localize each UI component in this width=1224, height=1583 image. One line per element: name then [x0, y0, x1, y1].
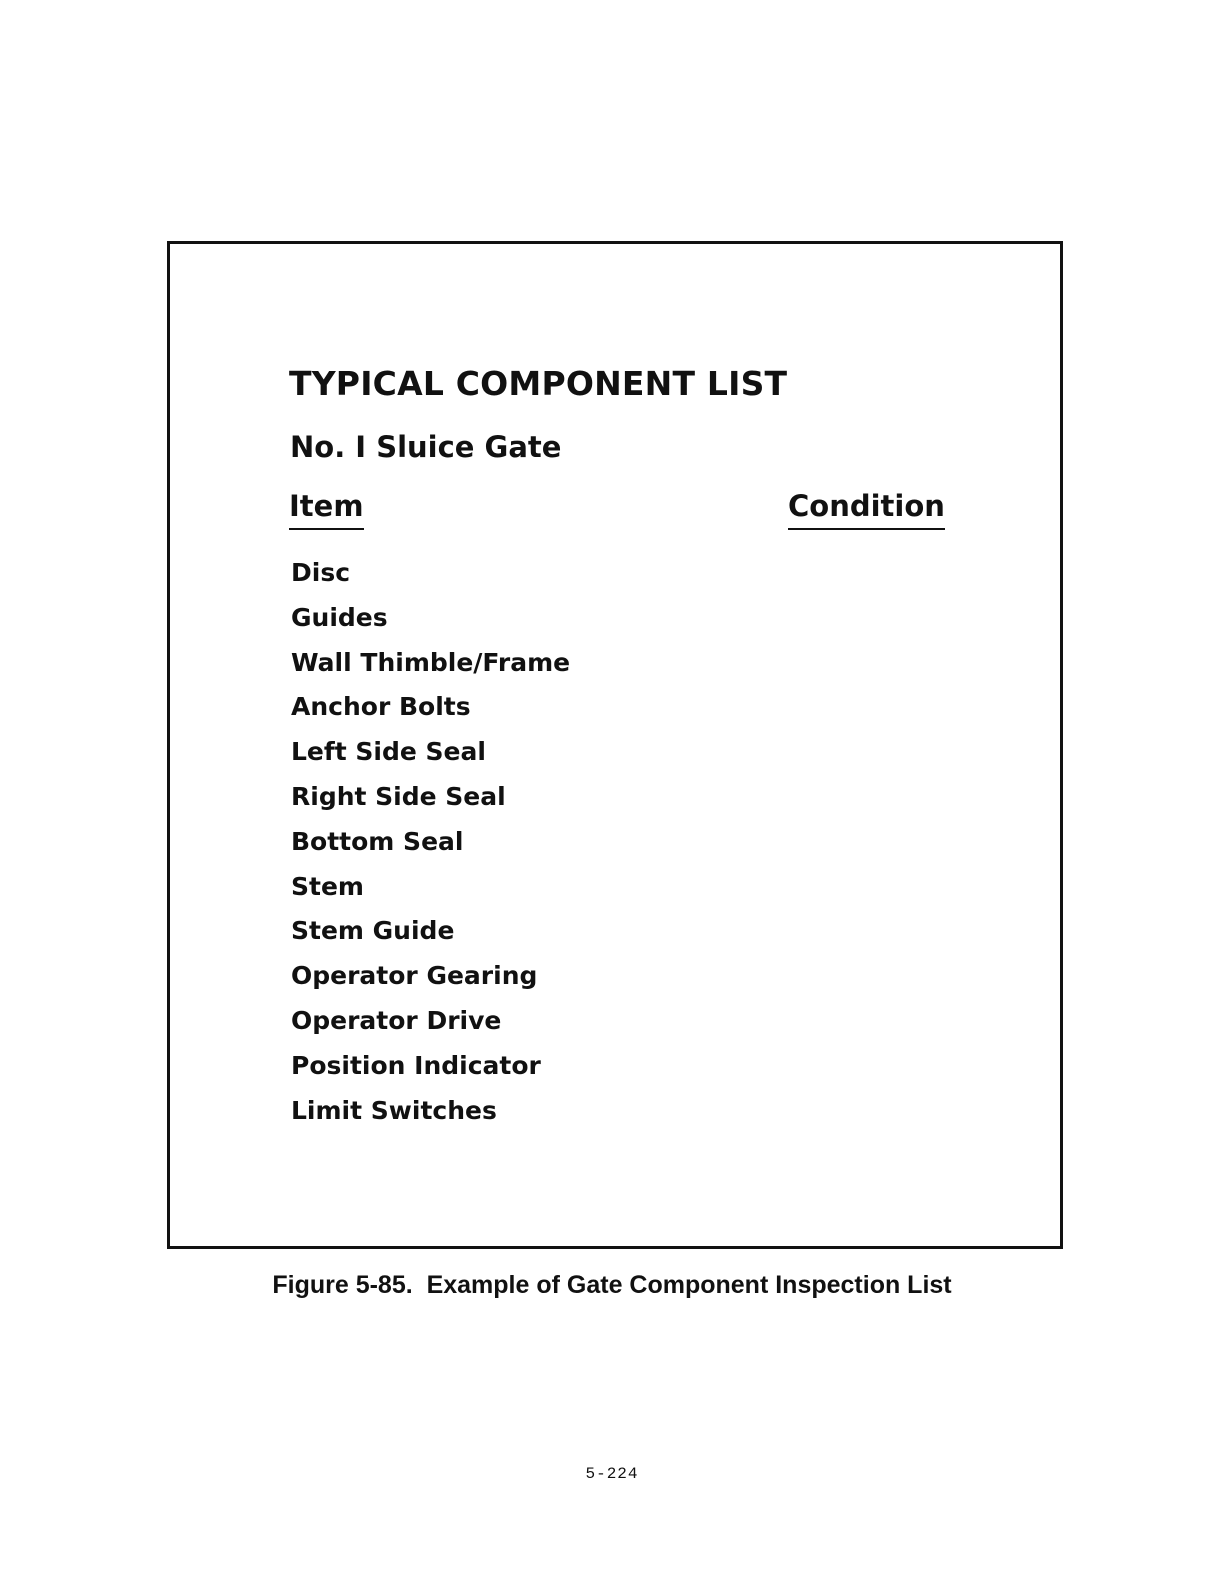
component-item: Operator Drive: [291, 1005, 502, 1035]
component-item: Anchor Bolts: [291, 692, 471, 722]
component-item: Stem Guide: [291, 916, 455, 946]
component-item: Bottom Seal: [291, 826, 464, 856]
condition-column-header: Condition: [788, 488, 945, 530]
figure-caption: Figure 5-85. Example of Gate Component Inspection List: [272, 1271, 952, 1299]
component-item: Position Indicator: [291, 1050, 541, 1080]
component-item: Disc: [291, 558, 351, 587]
page-number: 5-224: [585, 1465, 639, 1483]
component-item: Wall Thimble/Frame: [291, 647, 571, 677]
component-item: Right Side Seal: [291, 781, 506, 811]
gate-name: No. I Sluice Gate: [290, 430, 562, 464]
list-title: TYPICAL COMPONENT LIST: [289, 364, 788, 403]
component-list: [291, 551, 570, 1133]
component-item: Guides: [291, 602, 388, 632]
item-column-header: Item: [289, 488, 364, 530]
component-item: Limit Switches: [291, 1095, 497, 1125]
component-item: Operator Gearing: [291, 961, 538, 991]
component-item: Left Side Seal: [291, 737, 486, 767]
component-item: Stem: [291, 871, 364, 901]
